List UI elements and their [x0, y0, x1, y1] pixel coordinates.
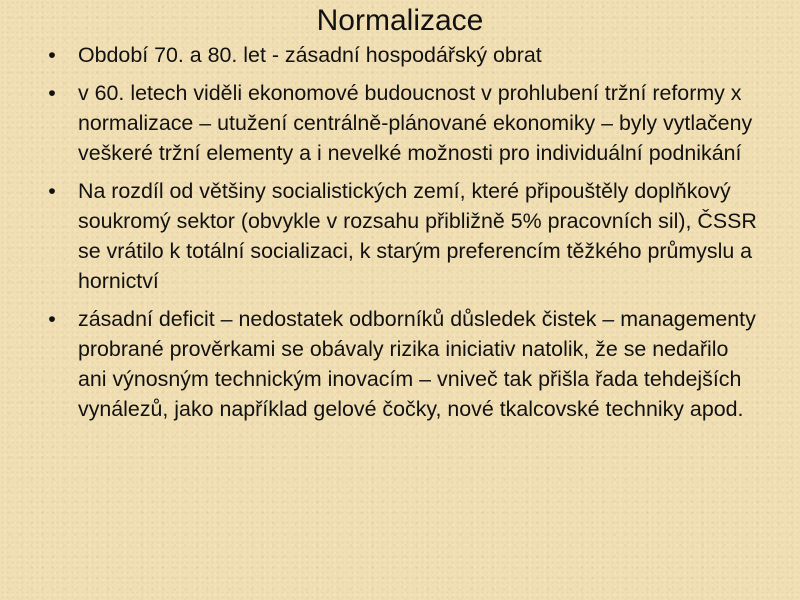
bullet-dot-icon: •	[48, 81, 56, 105]
bullet-dot-icon: •	[48, 43, 56, 67]
bullet-text: Období 70. a 80. let - zásadní hospodářský obrat	[78, 43, 542, 67]
bullet-text: v 60. letech viděli ekonomové budoucnost v prohlubení tržní reformy x normalizace – utužení centrálně-plánované ekonomiky – byly vytlačeny veškeré tržní elementy a i nevelké možnosti pro individuální podnikání	[78, 81, 753, 165]
bullet-item	[0, 40, 800, 70]
bullet-text: zásadní deficit – nedostatek odborníků důsledek čistek – managementy probrané prověrkami se obávaly rizika iniciativ natolik, že se nedařilo ani výnosným technickým inovacím – vniveč tak přišla řada tehdejších vynálezů, jako například gelové čočky, nové tkalcovské techniky apod.	[78, 307, 756, 421]
bullet-list	[0, 40, 800, 432]
bullet-dot-icon: •	[48, 179, 56, 203]
slide-title: Normalizace	[316, 4, 484, 37]
bullet-item	[0, 304, 800, 424]
bullet-item	[0, 78, 800, 168]
bullet-dot-icon: •	[48, 307, 56, 331]
bullet-text: Na rozdíl od většiny socialistických zemí, které připouštěly doplňkový soukromý sektor (obvykle v rozsahu přibližně 5% pracovních sil), ČSSR se vrátilo k totální socializaci, k starým preferencím těžkého průmyslu a hornictví	[78, 179, 757, 293]
bullet-item	[0, 176, 800, 296]
